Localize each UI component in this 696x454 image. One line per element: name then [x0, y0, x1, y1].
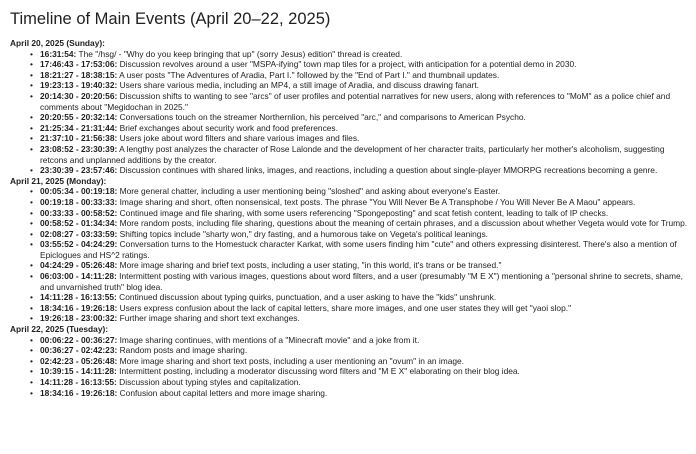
event-text: Discussion about typing styles and capitalization.: [116, 377, 301, 387]
event-time: 06:03:00 - 14:11:28:: [40, 271, 117, 282]
event-text: Users joke about word filters and share various images and files.: [117, 133, 360, 144]
event-item: [30, 239, 688, 260]
event-item: [30, 303, 688, 314]
day-section: [8, 324, 688, 398]
event-text: Further image sharing and short text exchanges.: [117, 313, 300, 324]
event-text: Discussion revolves around a user "MSPA-ifying" town map tiles for a project, with anticipation for a potential demo in 2030.: [117, 59, 577, 70]
event-time: 00:36:27 - 02:42:23:: [40, 345, 118, 356]
event-item: [30, 165, 688, 176]
event-time: 03:55:52 - 04:24:29:: [40, 239, 118, 250]
event-item: [30, 80, 688, 91]
event-time: 00:06:22 - 00:36:27:: [40, 334, 118, 345]
event-item: [30, 186, 688, 197]
event-item: [30, 377, 688, 388]
event-time: 23:08:52 - 23:30:39:: [40, 143, 118, 154]
event-time: 04:24:29 - 05:26:48:: [40, 260, 118, 271]
event-text: Image sharing and short, often nonsensical, text posts. The phrase "You Will Never Be A Transphobe / You Will Never Be A Maou" appears.: [117, 196, 636, 207]
event-time: 18:34:16 - 19:26:18:: [40, 387, 118, 398]
day-heading: April 20, 2025 (Sunday):: [10, 38, 105, 48]
event-item: [30, 70, 688, 81]
event-text: A user posts "The Adventures of Aradia, Part I." followed by the "End of Part I." and thumbnail updates.: [117, 69, 500, 80]
event-item: [30, 208, 688, 219]
event-time: 19:23:13 - 19:40:32:: [40, 80, 118, 91]
event-item: [30, 313, 688, 324]
event-item: [30, 91, 688, 112]
event-text: More random posts, including file sharing, questions about the meaning of certain phrases, and a discussion about whether Vegeta would vote for Trump.: [117, 218, 688, 229]
event-text: Image sharing continues, with mentions of a "Minecraft movie" and a joke from it.: [117, 334, 420, 345]
event-list: [8, 335, 688, 399]
event-item: [30, 59, 688, 70]
event-time: 02:08:27 - 03:33:59:: [40, 228, 118, 239]
event-text: Confusion about capital letters and more image sharing.: [117, 387, 328, 398]
event-time: 14:11:28 - 16:13:55:: [40, 292, 117, 303]
event-item: [30, 218, 688, 229]
event-item: [30, 112, 688, 123]
event-text: Users express confusion about the lack of capital letters, share more images, and one user states they will get "yaoi slop.": [117, 302, 572, 313]
event-item: [30, 260, 688, 271]
event-text: The "/hsg/ - "Why do you keep bringing that up" (sorry Jesus) edition" thread is created.: [76, 48, 403, 59]
page-title: Timeline of Main Events (April 20–22, 2025): [10, 10, 331, 28]
event-time: 00:58:52 - 01:34:34:: [40, 218, 118, 229]
event-list: [8, 186, 688, 324]
event-text: Shifting topics include "sharty won," dry fasting, and a humorous take on Vegeta's political leanings.: [117, 228, 488, 239]
event-time: 20:14:30 - 20:20:56:: [40, 90, 118, 101]
event-item: [30, 229, 688, 240]
event-time: 21:37:10 - 21:56:38:: [40, 133, 118, 144]
event-item: [30, 292, 688, 303]
event-item: [30, 144, 688, 165]
event-time: 02:42:23 - 05:26:48:: [40, 355, 118, 366]
day-heading: April 21, 2025 (Monday):: [10, 175, 107, 186]
day-section: [8, 176, 688, 324]
event-item: [30, 123, 688, 134]
event-item: [30, 356, 688, 367]
event-time: 00:33:33 - 00:58:52:: [40, 207, 118, 218]
day-heading: April 22, 2025 (Tuesday):: [10, 324, 109, 335]
event-time: 00:05:34 - 00:19:18:: [40, 186, 118, 197]
event-text: Users share various media, including an MP4, a still image of Aradia, and discuss drawing fanart.: [117, 80, 479, 91]
event-text: More image sharing and brief text posts, including a user stating, "in this world, it's trans or be transed.": [117, 260, 502, 271]
event-text: More general chatter, including a user mentioning being "sloshed" and asking about everyone's Easter.: [117, 186, 501, 197]
event-time: 10:39:15 - 14:11:28:: [40, 366, 117, 377]
event-text: Conversation turns to the Homestuck character Karkat, with some users finding him "cute" and others expressing disinterest. There's also a mention of Epiclogues and HS^2 ratings.: [40, 239, 677, 260]
event-item: [30, 49, 688, 60]
event-time: 18:21:27 - 18:38:15:: [40, 69, 118, 80]
event-time: 23:30:39 - 23:57:46:: [40, 165, 118, 176]
event-time: 18:34:16 - 19:26:18:: [40, 302, 118, 313]
event-time: 16:31:54:: [40, 48, 77, 59]
timeline: [8, 38, 688, 398]
event-item: [30, 335, 688, 346]
event-text: Brief exchanges about security work and food preferences.: [117, 122, 338, 133]
event-text: Discussion continues with shared links, images, and reactions, including a question about single-player MMORPG recreations becoming a genre.: [117, 165, 658, 176]
event-item: [30, 133, 688, 144]
event-time: 17:46:43 - 17:53:06:: [40, 59, 118, 70]
event-text: More image sharing and short text posts, including a user mentioning an "ovum" in an image.: [117, 355, 464, 366]
event-time: 14:11:28 - 16:13:55:: [40, 377, 117, 387]
event-text: Intermittent posting with various images, questions about word filters, and a user (presumably "M E X") mentioning a "personal shrine to secrets, shame, and unvarnished truth" blog idea.: [40, 271, 683, 292]
event-text: Continued image and file sharing, with some users referencing "Spongeposting" and scat fetish content, leading to talk of IP checks.: [117, 207, 609, 218]
event-text: Continued discussion about typing quirks, punctuation, and a user asking to have the "kids" unshrunk.: [116, 292, 497, 303]
event-text: A lengthy post analyzes the character of Rose Lalonde and the development of her character traits, particularly her mother's alcoholism, suggesting retcons and unplanned additions by the creator.: [40, 143, 665, 165]
event-time: 00:19:18 - 00:33:33:: [40, 196, 118, 207]
event-list: [8, 49, 688, 176]
day-section: [8, 38, 688, 176]
event-item: [30, 197, 688, 208]
event-text: Intermittent posting, including a moderator discussing word filters and "M E X" elaborating on their blog idea.: [116, 366, 520, 377]
event-text: Discussion shifts to wanting to see "arcs" of user profiles and potential narratives for new users, along with references to "MoM" as a police chief and comments about "Megidochan in 2025.": [40, 90, 671, 112]
event-time: 19:26:18 - 23:00:32:: [40, 313, 118, 324]
event-item: [30, 388, 688, 399]
event-text: Random posts and image sharing.: [117, 345, 248, 356]
event-text: Conversations touch on the streamer Northernlion, his perceived "arc," and comparisons to American Psycho.: [117, 112, 526, 123]
event-time: 21:25:34 - 21:31:44:: [40, 122, 118, 133]
event-time: 20:20:55 - 20:32:14:: [40, 112, 118, 123]
event-item: [30, 345, 688, 356]
event-item: [30, 271, 688, 292]
event-item: [30, 366, 688, 377]
